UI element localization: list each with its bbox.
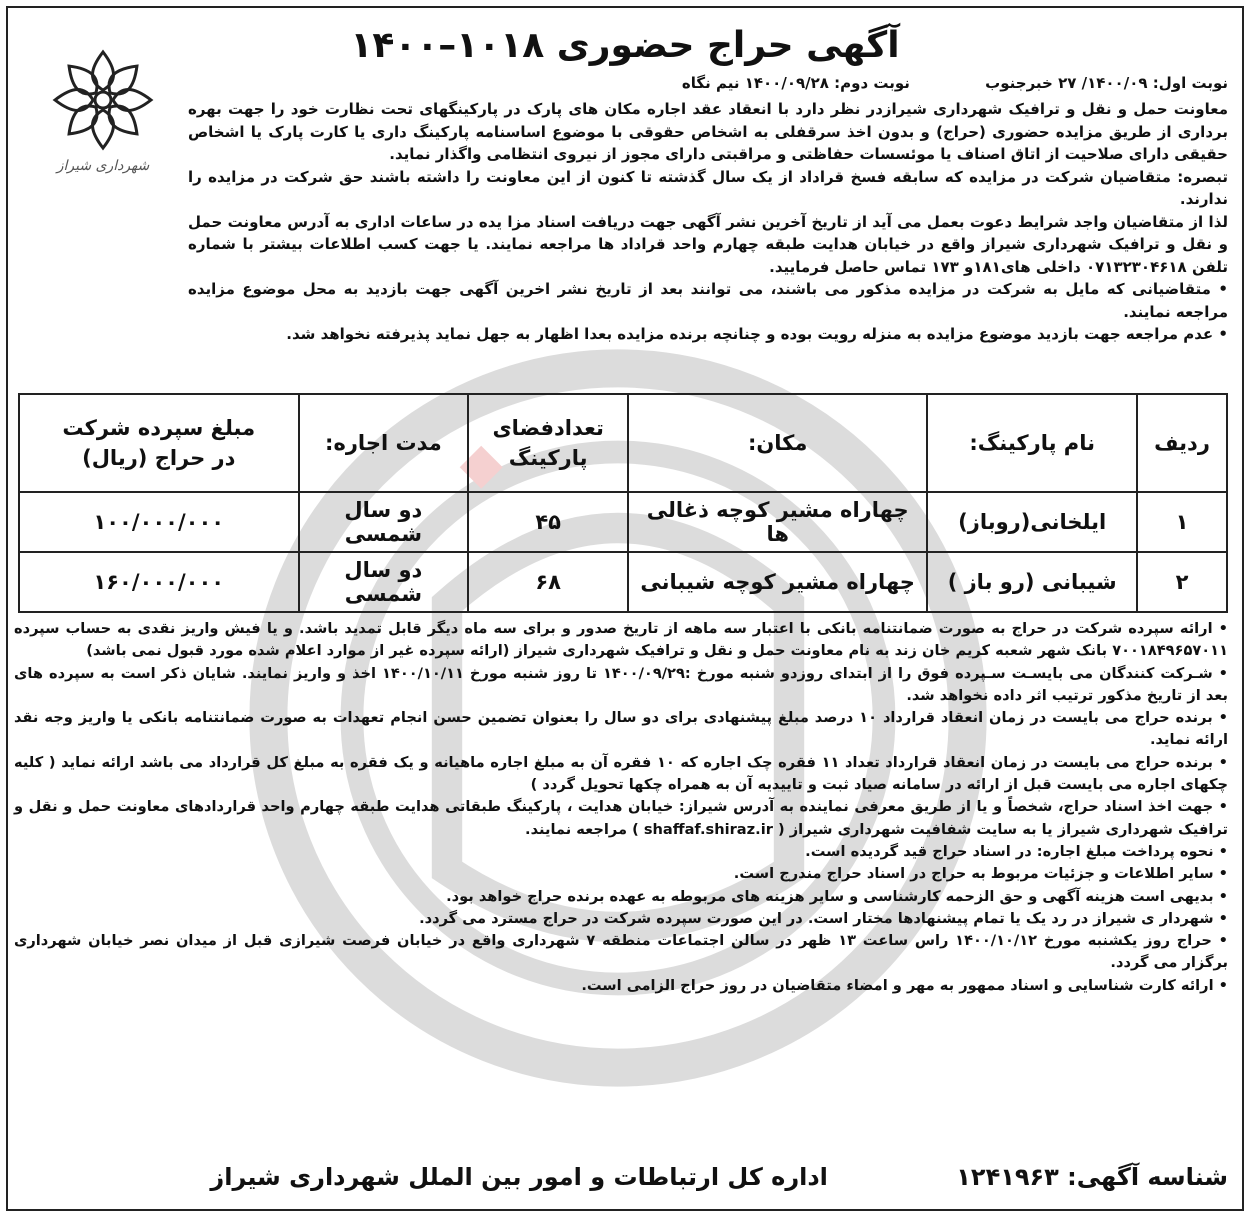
cell-duration: دو سال شمسی [299,552,469,612]
visit-bullet: • متقاضیانی که مایل به شرکت در مزایده مذکور می باشند، می توانند بعد از تاریخ نشر اخرین آگهی جهت بازدید به محل موضوع مزایده مراجعه نمایند. [188,280,1228,321]
condition-item: • حراج روز یکشنبه مورخ ۱۴۰۰/۱۰/۱۲ راس ساعت ۱۳ ظهر در سالن اجتماعات منطقه ۷ شهرداری واقع در خیابان فرصت شیرازی قبل از میدان نصر خیابان شهرداری برگزار می گردد. [14,932,1228,972]
parking-table-wrapper [18,393,1228,613]
invitation-paragraph: لذا از متقاضیان واجد شرایط دعوت بعمل می آید از تاریخ آخرین نشر آگهی جهت دریافت اسناد مزا یده در ساعات اداری به آدرس معاونت حمل و نقل و ترافیک شهرداری شیراز واقع در خیابان هدایت طبقه چهارم واحد قراداد ها مراجعه نمایند. یا جهت کسب اطلاعات بیشتر با شماره تلفن ۰۷۱۳۲۳۰۴۶۱۸ داخلی های۱۸۱و ۱۷۳ تماس حاصل فرمایید. [188,212,1228,276]
cell-deposit: ۱۰۰/۰۰۰/۰۰۰ [19,492,299,552]
condition-item: • برنده حراج می بایست در زمان انعقاد قرارداد تعداد ۱۱ فقره چک اجاره که ۱۰ فقره آن به مبلغ اجاره ماهیانه و یک فقره به مبلغ کل قرارداد می باشد ارائه نماید ( کلیه چکهای اجاره می بایست قبل از ارائه در سامانه صیاد ثبت و تاییدیه آن به همراه چکها تحویل گردد ) [14,753,1228,794]
cell-location: چهاراه مشیر کوچه شیبانی [628,552,927,612]
condition-item: • بدیهی است هزینه آگهی و حق الزحمه کارشناسی و سایر هزینه های مربوطه به عهده برنده حراج خواهد بود. [446,887,1228,905]
note-label: تبصره: [1177,167,1228,186]
advertisement-frame [6,6,1244,1211]
header-location: مکان: [628,394,927,492]
condition-item: • ارائه کارت شناسایی و اسناد ممهور به مهر و امضاء متقاضیان در روز حراج الزامی است. [581,976,1228,994]
cell-capacity: ۶۸ [468,552,628,612]
municipality-flower-logo-icon [28,38,178,168]
second-issue: نوبت دوم: ۱۴۰۰/۰۹/۲۸ نیم نگاه [681,74,910,92]
cell-duration: دو سال شمسی [299,492,469,552]
cell-capacity: ۴۵ [468,492,628,552]
condition-item: • سایر اطلاعات و جزئیات مربوط به حراج در اسناد حراج مندرج است. [733,865,1228,883]
ad-code: شناسه آگهی: ۱۲۴۱۹۶۳ [956,1163,1228,1191]
header-deposit: مبلغ سپرده شرکت در حراج (ریال) [19,394,299,492]
no-visit-bullet: • عدم مراجعه جهت بازدید موضوع مزایده به منزله رویت بوده و چنانچه برنده مزایده بعدا اظهار به جهل نماید پذیرفته نخواهد شد. [286,325,1228,343]
note-paragraph [188,166,1228,211]
condition-item: • جهت اخذ اسناد حراج، شخصاً و یا از طریق معرفی نماینده به آدرس شیراز: خیابان هدایت ، پارکینگ طبقاتی هدایت طبقه چهارم واحد قراردادهای معاونت حمل و نقل و ترافیک شهرداری شیراز یا به سایت شفافیت شهرداری شیراز ( shaffaf.shiraz.ir ) مراجعه نمایند. [14,798,1228,838]
table-row [19,492,1227,552]
condition-item: • شهردار ی شیراز در رد یک یا تمام پیشنهادها مختار است. در این صورت سپرده شرکت در حراج مسترد می گردد. [419,909,1228,927]
cell-parking-name: شیبانی (رو باز ) [927,552,1137,612]
intro-text [188,98,1228,346]
condition-item: • ارائه سپرده شرکت در حراج به صورت ضمانتنامه بانکی با اعتبار سه ماهه از تاریخ صدور و برای سه ماه دیگر قابل تمدید باشد. و یا فیش واریز نقدی به حساب سپرده ۷۰۰۱۸۴۹۶۵۷۰۱۱ بانک شهر شعبه کریم خان زند به نام معاونت حمل و نقل و ترافیک شهرداری شیراز (ارائه سپرده غیر از موارد اعلام شده مورد قبول نمی باشد) [14,620,1228,660]
condition-item: • نحوه پرداخت مبلغ اجاره: در اسناد حراج قید گردیده است. [805,842,1228,860]
note-text: متقاضیان شرکت در مزایده که سابقه فسخ قراداد از یک سال گذشته تا کنون از این معاونت را داشته باشند حق شرکت در مزایده را ندارند. [188,167,1228,208]
issue-dates [398,74,1228,92]
condition-item: • شـرکت کنندگان می بایسـت سـپرده فوق را از ابتدای روزدو شنبه مورخ :۱۴۰۰/۰۹/۲۹ تا روز شنبه مورخ ۱۴۰۰/۱۰/۱۱ اخذ و واریز نمایند. شایان ذکر است به سپرده های بعد از تاریخ مذکور ترتیب اثر داده نخواهد شد. [14,664,1228,704]
condition-item: • برنده حراج می بایست در زمان انعقاد قرارداد ۱۰ درصد مبلغ پیشنهادی برای دو سال را بعنوان تضمین حسن انجام تعهدات به صورت ضمانتنامه بانکی یا واریز وجه نقد ارائه نماید. [14,709,1228,749]
cell-parking-name: ایلخانی(روباز) [927,492,1137,552]
table-row [19,552,1227,612]
cell-deposit: ۱۶۰/۰۰۰/۰۰۰ [19,552,299,612]
page-title: آگهی حراج حضوری ۱۰۱۸–۱۴۰۰ [350,25,900,66]
first-issue: نوبت اول: ۱۴۰۰/۰۹/ ۲۷ خبرجنوب [985,74,1228,92]
cell-location: چهاراه مشیر کوچه ذغالی ها [628,492,927,552]
header-capacity: تعدادفضای پارکینگ [468,394,628,492]
conditions-list [14,618,1228,997]
footer [14,1163,1228,1191]
header-duration: مدت اجاره: [299,394,469,492]
cell-row-number: ۱ [1137,492,1227,552]
cell-row-number: ۲ [1137,552,1227,612]
municipality-logo [28,38,178,178]
logo-caption: شهرداری شیراز [56,158,150,174]
header-row-number: ردیف [1137,394,1227,492]
parking-table [18,393,1228,613]
table-header-row [19,394,1227,492]
intro-paragraph: معاونت حمل و نقل و ترافیک شهرداری شیرازدر نظر دارد با انعقاد عقد اجاره مکان های پارک در پارکینگهای تحت نظارت خود را جهت بهره برداری از طریق مزایده حضوری (حراج) و بدون اخذ سرقفلی به اشخاص حقوقی با موضوع اساسنامه پارکینگ داری یا کارت پارک یا اشخاص حقیقی دارای صلاحیت از اتاق اصناف یا موئسسات حفاظتی و مراقبتی دارای مجوز از نیروی انتظامی واگذار نماید. [188,100,1228,163]
header-parking-name: نام پارکینگ: [927,394,1137,492]
publisher-org: اداره کل ارتباطات و امور بین الملل شهرداری شیراز [210,1163,828,1191]
